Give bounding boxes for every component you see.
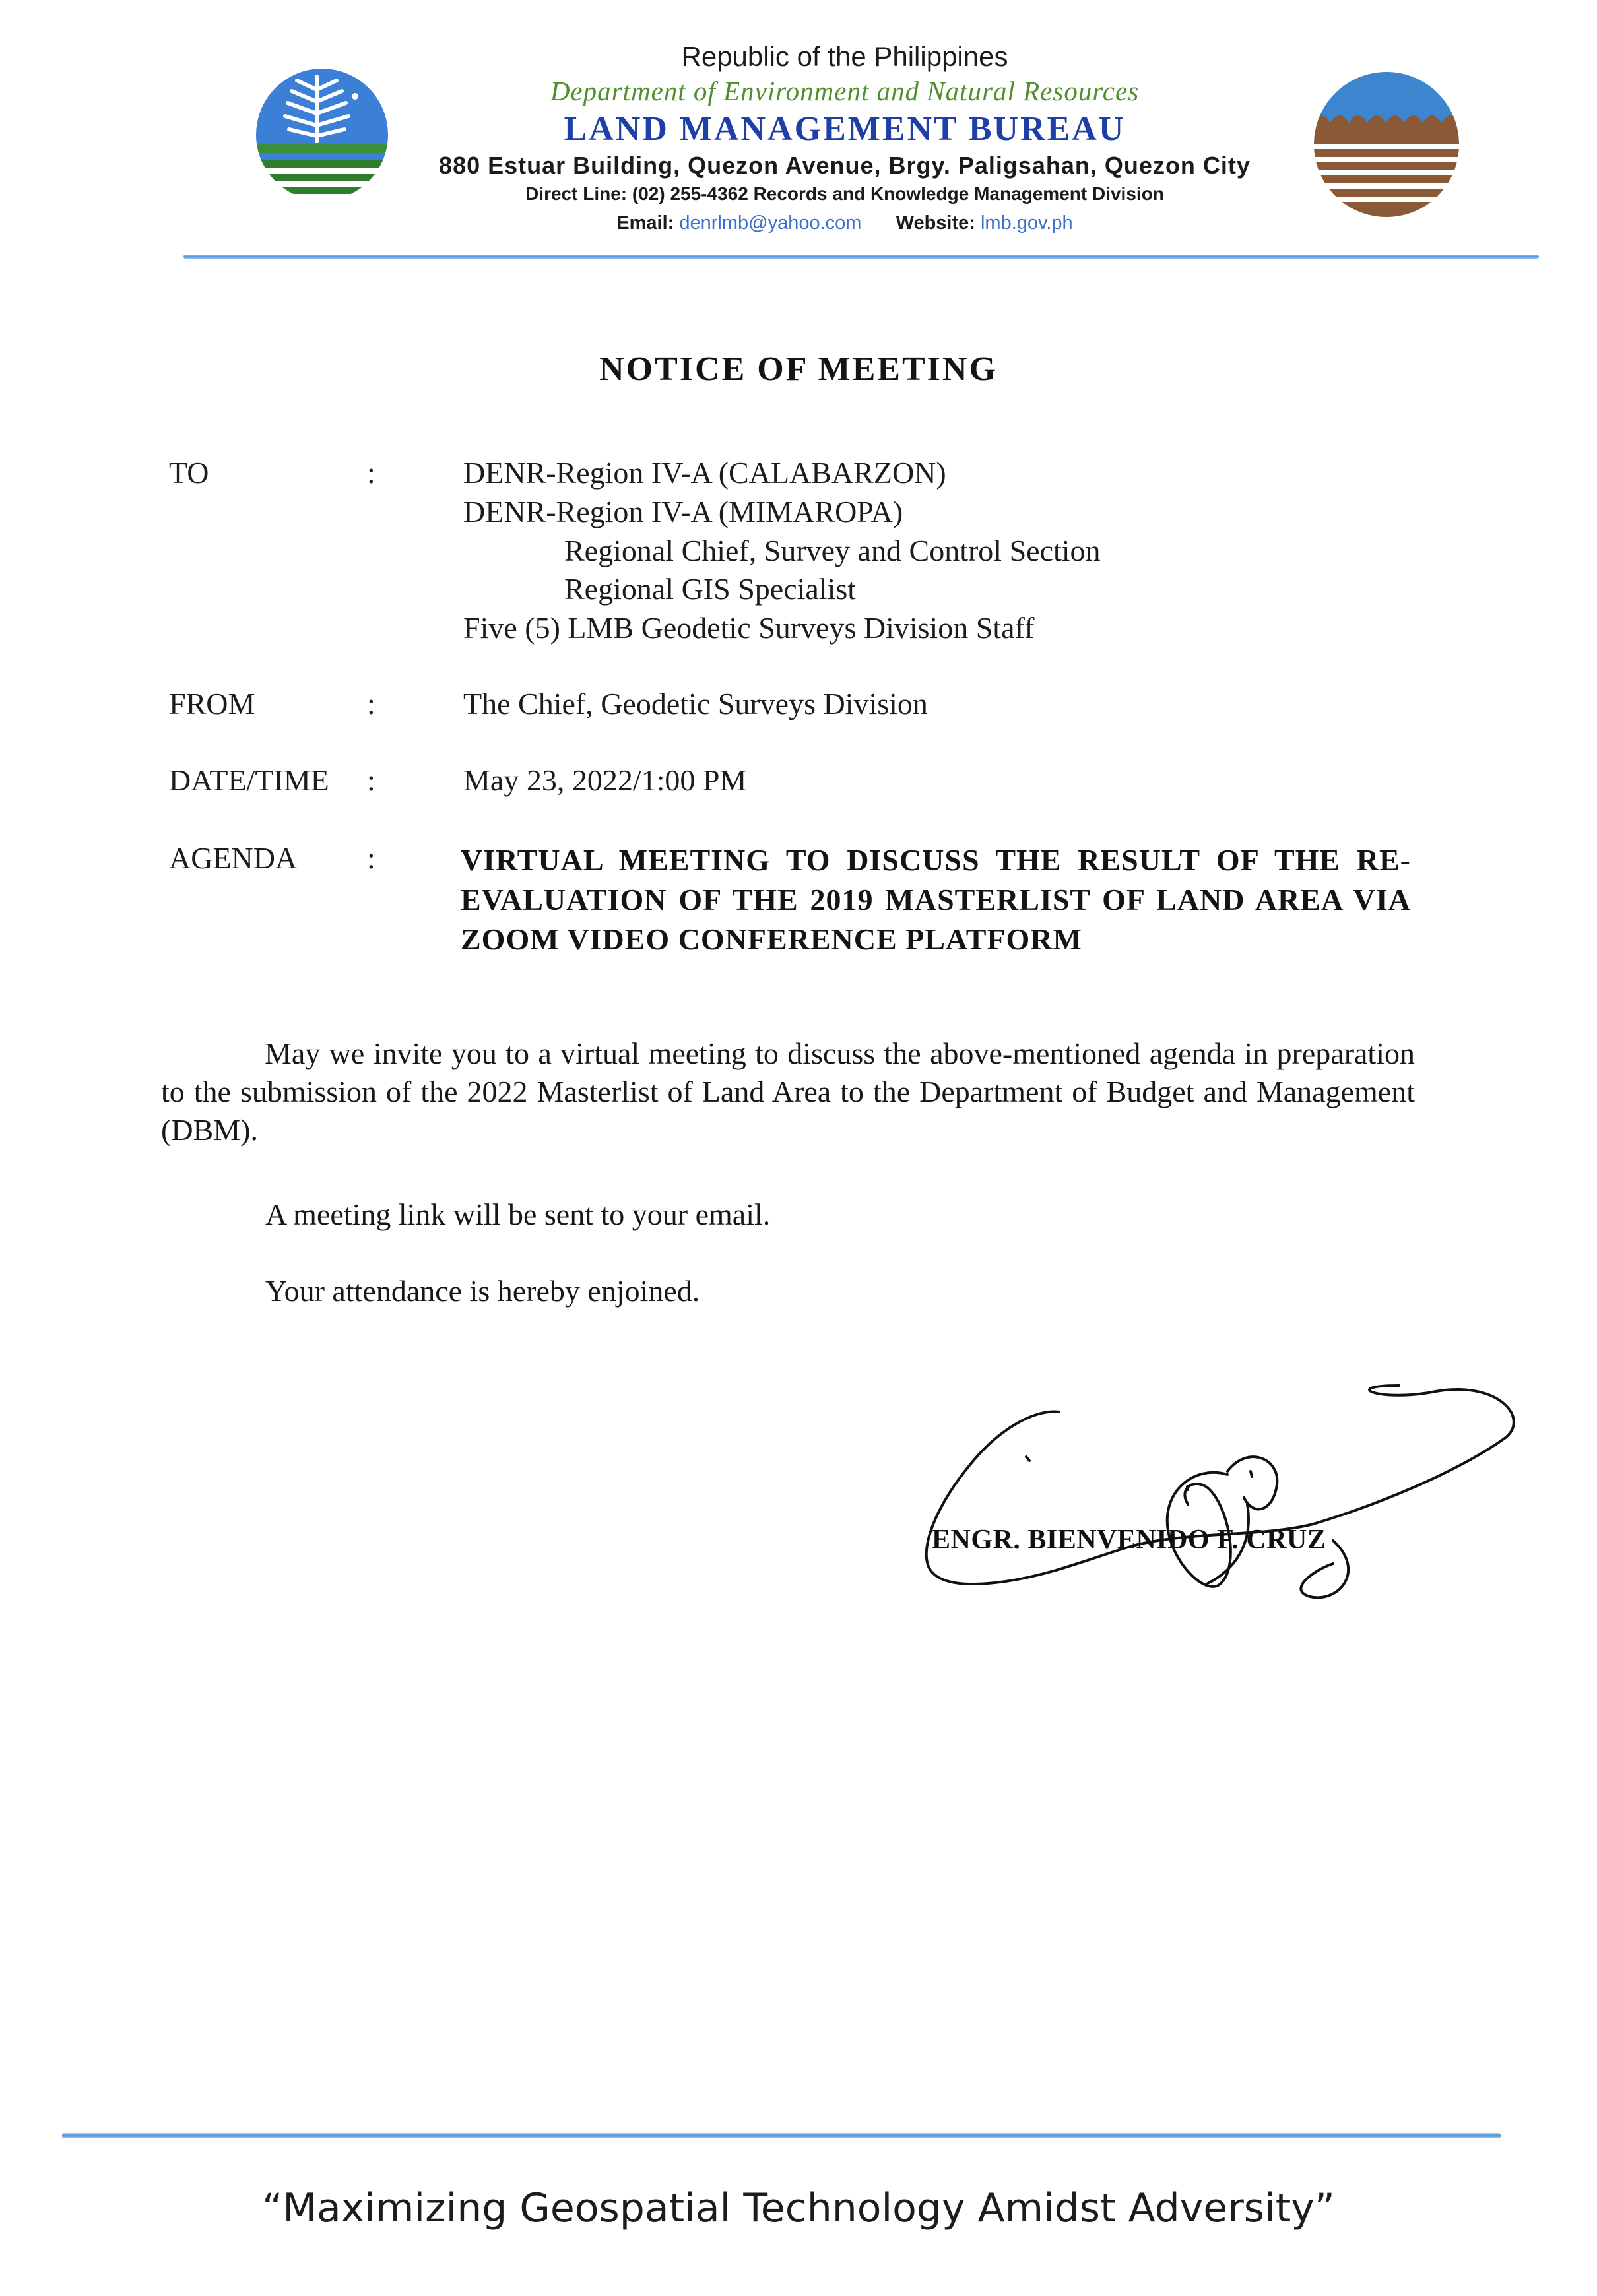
- from-colon: :: [367, 687, 375, 720]
- email-label: Email:: [616, 212, 674, 234]
- from-value: The Chief, Geodetic Surveys Division: [463, 687, 928, 720]
- website-link[interactable]: lmb.gov.ph: [980, 212, 1073, 234]
- contact-line: [396, 212, 1293, 234]
- datetime-colon: :: [367, 763, 375, 797]
- datetime-label: DATE/TIME: [169, 763, 329, 797]
- lmb-logo: [1312, 70, 1461, 219]
- from-label: FROM: [169, 687, 255, 720]
- department-heading: Department of Environment and Natural Resources: [550, 76, 1140, 106]
- direct-line: Direct Line: (02) 255-4362 Records and Knowledge Management Division: [525, 183, 1164, 204]
- document-title: NOTICE OF MEETING: [599, 350, 998, 388]
- office-address: 880 Estuar Building, Quezon Avenue, Brgy. Paligsahan, Quezon City: [439, 152, 1251, 179]
- header-divider: [183, 255, 1539, 259]
- to-recipient: DENR-Region IV-A (MIMAROPA): [463, 495, 903, 528]
- body-paragraph: May we invite you to a virtual meeting to discuss the above-mentioned agenda in preparation to the submission of the 2022 Masterlist of Land Area to the Department of Budget and Management (DBM).: [161, 1036, 1415, 1147]
- republic-heading: Republic of the Philippines: [681, 41, 1008, 72]
- to-label: TO: [169, 456, 209, 490]
- to-colon: :: [367, 456, 375, 490]
- agenda-colon: :: [367, 841, 375, 875]
- to-recipient: DENR-Region IV-A (CALABARZON): [463, 456, 946, 490]
- denr-logo: [243, 57, 401, 215]
- bureau-heading: LAND MANAGEMENT BUREAU: [564, 110, 1126, 148]
- signatory-name: ENGR. BIENVENIDO F. CRUZ: [932, 1525, 1326, 1555]
- to-recipient: Five (5) LMB Geodetic Surveys Division Staff: [463, 611, 1035, 645]
- body-paragraph: Your attendance is hereby enjoined.: [265, 1274, 700, 1308]
- datetime-value: May 23, 2022/1:00 PM: [463, 763, 747, 797]
- body-paragraph: A meeting link will be sent to your email.: [265, 1197, 771, 1231]
- website-label: Website:: [896, 212, 975, 234]
- handwritten-signature: [917, 1372, 1531, 1663]
- to-recipient: Regional GIS Specialist: [564, 572, 857, 606]
- to-recipient: Regional Chief, Survey and Control Section: [564, 534, 1101, 567]
- email-link[interactable]: denrlmb@yahoo.com: [679, 212, 862, 234]
- agenda-label: AGENDA: [169, 841, 298, 875]
- footer-motto: “Maximizing Geospatial Technology Amidst Adversity”: [262, 2185, 1335, 2231]
- footer-divider: [62, 2133, 1501, 2138]
- agenda-value: VIRTUAL MEETING TO DISCUSS THE RESULT OF THE RE-EVALUATION OF THE 2019 MASTERLIST OF LAND AREA VIA ZOOM VIDEO CONFERENCE PLATFORM: [461, 843, 1411, 956]
